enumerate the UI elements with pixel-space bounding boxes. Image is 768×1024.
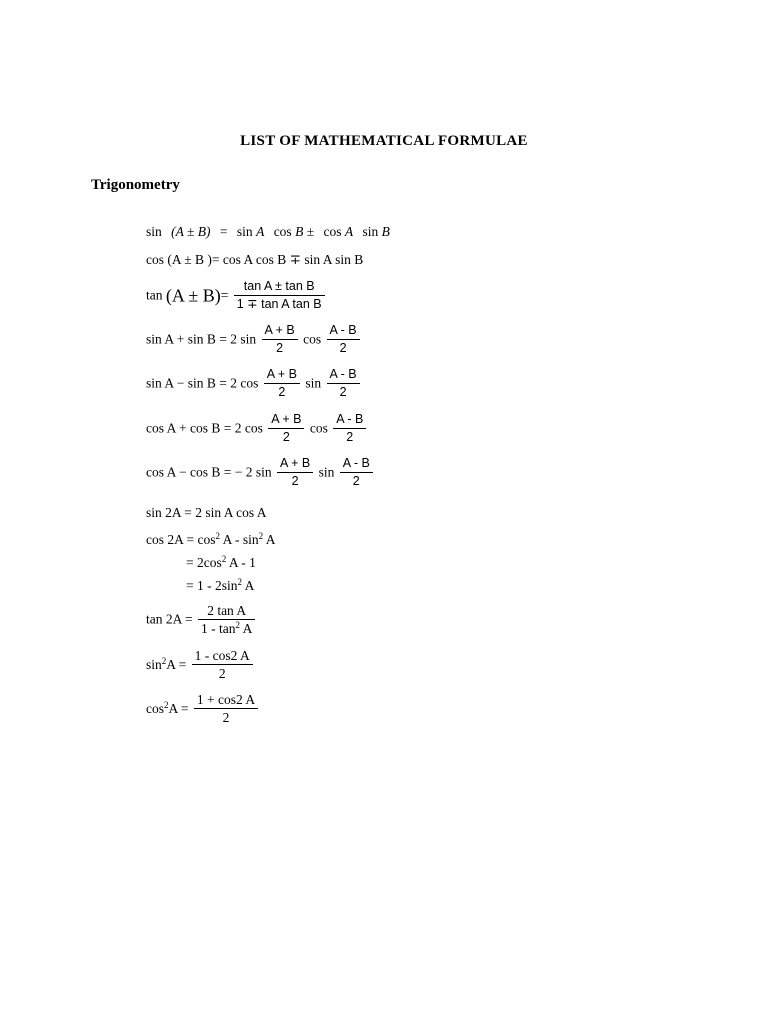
page-title: LIST OF MATHEMATICAL FORMULAE	[240, 133, 528, 149]
variable: A	[344, 224, 354, 239]
denominator: 2	[222, 710, 230, 725]
formula-part: cos 2A = cos	[146, 532, 216, 547]
fraction	[333, 411, 366, 446]
formula-text: cos (A ± B )= cos A cos B ∓ sin A sin B	[146, 252, 364, 267]
equals-sign: =	[220, 287, 229, 303]
formula-lhs	[146, 701, 189, 716]
fn-label: tan	[146, 287, 163, 303]
fraction	[194, 691, 258, 726]
denominator: 2	[291, 474, 299, 488]
formula-lhs: cos A − cos B = − 2 sin	[146, 464, 272, 480]
denominator: 1 ∓ tan A tan B	[236, 297, 322, 311]
formula-lhs: cos A + cos B = 2 cos	[146, 420, 263, 436]
fraction	[198, 602, 255, 637]
formula-cos-squared	[146, 691, 260, 726]
formula-cos-sum	[146, 252, 363, 268]
formula-cos-double-line3	[186, 578, 254, 594]
denominator: 2	[282, 430, 290, 444]
formula-lhs: sin A − sin B = 2 cos	[146, 375, 259, 391]
fn-label: sin	[236, 224, 253, 239]
fn-label: cos	[273, 224, 292, 239]
fraction	[262, 322, 298, 357]
formula-part: A	[240, 621, 253, 636]
numerator: A + B	[268, 411, 304, 429]
argument: (A ± B)	[171, 224, 211, 239]
numerator: A - B	[327, 322, 360, 340]
formula-sin-double	[146, 505, 267, 521]
fraction	[234, 278, 325, 313]
fraction	[264, 366, 300, 401]
argument: (A ± B)	[165, 285, 221, 306]
formula-cos-minus-cos	[146, 455, 375, 490]
fraction	[192, 647, 253, 682]
exponent: 2	[235, 620, 240, 630]
fn-label: sin	[318, 464, 335, 480]
formula-part: A =	[166, 656, 187, 672]
exponent: 2	[237, 577, 242, 587]
numerator: 1 - cos2 A	[192, 647, 253, 665]
formula-cos-plus-cos	[146, 411, 368, 446]
exponent: 2	[221, 554, 227, 564]
denominator: 2	[278, 385, 286, 399]
formula-part: A	[263, 532, 276, 547]
formula-part: cos	[146, 700, 164, 716]
section-heading: Trigonometry	[91, 177, 180, 193]
denominator: 2	[346, 430, 354, 444]
formula-part: = 2cos	[186, 555, 222, 570]
formula-part: A =	[168, 700, 189, 716]
variable: A	[256, 224, 265, 239]
fn-label: sin	[305, 375, 322, 391]
numerator: A - B	[327, 366, 360, 384]
numerator: tan A ± tan B	[234, 278, 325, 296]
numerator: A - B	[340, 455, 373, 473]
formula-tan-double	[146, 602, 257, 637]
formula-lhs	[146, 657, 186, 672]
formula-sin-plus-sin	[146, 322, 362, 357]
numerator: A + B	[264, 366, 300, 384]
formula-tan-sum	[146, 278, 327, 313]
formula-sin-sum	[146, 224, 390, 240]
fraction	[327, 322, 360, 357]
fraction	[327, 366, 360, 401]
denominator: 2	[339, 341, 347, 355]
denominator	[198, 620, 255, 637]
fn-label: cos	[309, 420, 328, 436]
numerator: A + B	[277, 455, 313, 473]
exponent: 2	[161, 655, 167, 666]
formula-part: A	[242, 578, 255, 593]
equals-sign: =	[219, 224, 228, 239]
formula-lhs: tan 2A =	[146, 611, 193, 627]
denominator: 2	[339, 385, 347, 399]
numerator: A - B	[333, 411, 366, 429]
formula-part: A - 1	[226, 555, 256, 570]
formula-text: sin 2A = 2 sin A cos A	[146, 505, 267, 520]
denominator: 2	[218, 666, 226, 681]
fn-label: cos	[303, 331, 322, 347]
fn-label: cos	[323, 224, 342, 239]
exponent: 2	[164, 699, 169, 710]
numerator: A + B	[262, 322, 298, 340]
formula-lhs: sin A + sin B = 2 sin	[146, 331, 257, 347]
variable: B	[381, 224, 390, 239]
fn-label: sin	[146, 224, 162, 239]
fn-label: sin	[362, 224, 379, 239]
denominator: 2	[352, 474, 360, 488]
formula-cos-double-line1	[146, 532, 276, 548]
formula-sin-squared	[146, 647, 255, 682]
exponent: 2	[215, 531, 220, 541]
formula-part: = 1 - 2sin	[186, 578, 238, 593]
numerator: 2 tan A	[198, 602, 255, 620]
fraction	[277, 455, 313, 490]
formula-part: A - sin	[219, 532, 259, 547]
plus-minus-sign: ±	[306, 224, 315, 239]
formula-cos-double-line2	[186, 555, 256, 571]
fraction	[340, 455, 373, 490]
fraction	[268, 411, 304, 446]
denominator: 2	[276, 341, 284, 355]
variable: B	[295, 224, 304, 239]
numerator: 1 + cos2 A	[194, 691, 258, 709]
formula-part: sin	[146, 656, 162, 672]
exponent: 2	[258, 531, 264, 541]
formula-part: 1 - tan	[201, 621, 236, 636]
formula-sin-minus-sin	[146, 366, 362, 401]
